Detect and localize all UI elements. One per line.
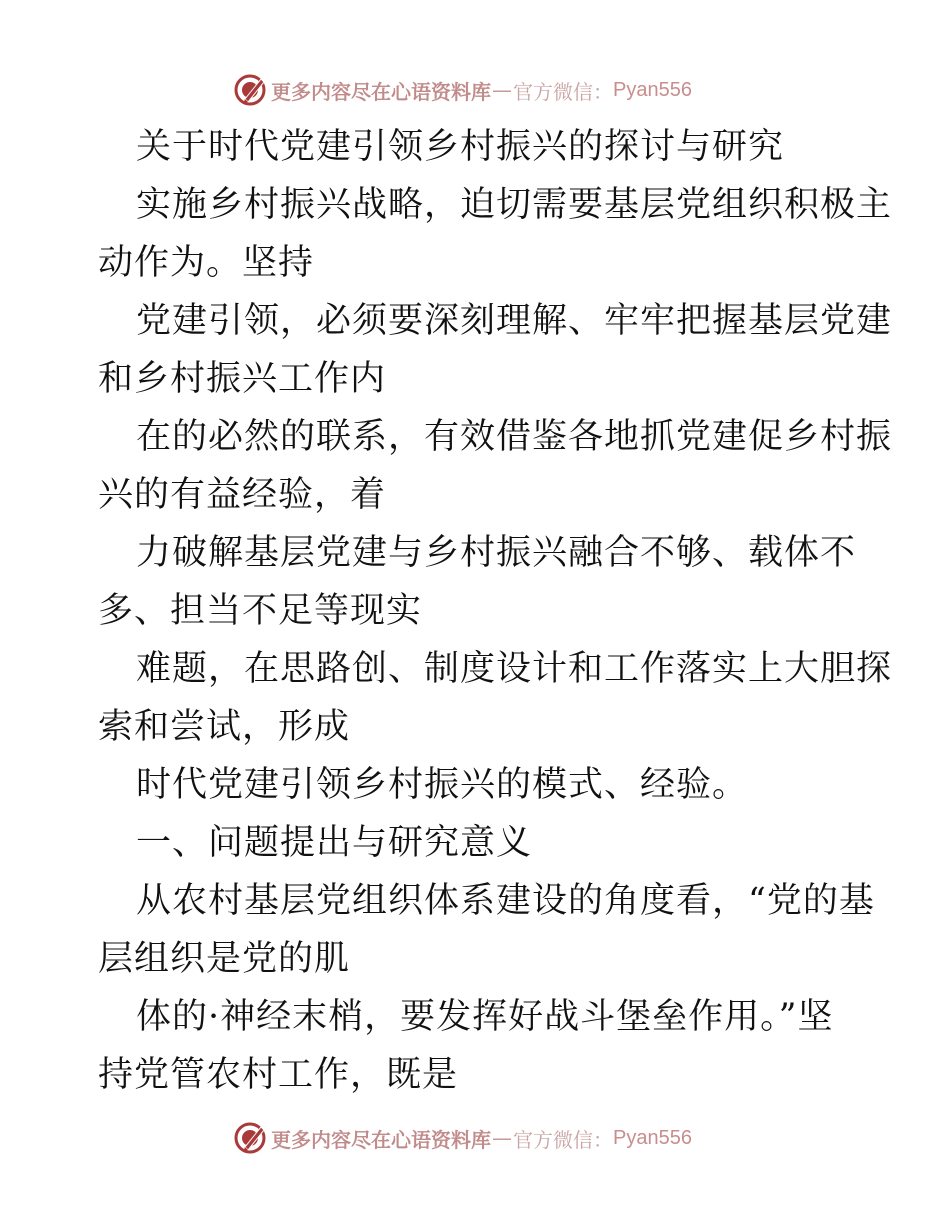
footer-banner: [0, 1118, 950, 1158]
header-banner: [0, 70, 950, 110]
document-line: 索和尝试，形成: [98, 707, 351, 747]
banner-official-label: 官方微信：: [513, 1127, 613, 1152]
pen-logo-icon: [233, 73, 267, 107]
banner-brand-text: 更多内容尽在心语资料库: [271, 79, 491, 104]
document-line: 层组织是党的肌: [98, 939, 351, 979]
pen-logo-icon: [233, 1121, 267, 1155]
banner-wechat-id: Pyan556: [613, 1126, 692, 1149]
document-line: 难题，在思路创、制度设计和工作落实上大胆探: [136, 649, 893, 689]
document-line: 体的·神经末梢，要发挥好战斗堡垒作用。”坚: [136, 997, 834, 1037]
document-line: 在的必然的联系，有效借鉴各地抓党建促乡村振: [136, 417, 893, 457]
document-line: 从农村基层党组织体系建设的角度看，“党的基: [136, 881, 875, 921]
document-body: [98, 118, 893, 1104]
document-line: 关于时代党建引领乡村振兴的探讨与研究: [136, 127, 785, 167]
document-line: 党建引领，必须要深刻理解、牢牢把握基层党建: [136, 301, 893, 341]
document-line: 持党管农村工作，既是: [98, 1055, 459, 1095]
banner-official-label: 官方微信：: [513, 79, 613, 104]
banner-wechat-id: Pyan556: [613, 78, 692, 101]
banner-brand-text: 更多内容尽在心语资料库: [271, 1127, 491, 1152]
document-line: 兴的有益经验，着: [98, 475, 387, 515]
header-banner-content: [233, 70, 692, 110]
document-line: 一、问题提出与研究意义: [136, 823, 533, 863]
document-line: 时代党建引领乡村振兴的模式、经验。: [136, 765, 749, 805]
banner-dash: —: [492, 78, 512, 102]
banner-dash: —: [492, 1126, 512, 1150]
document-line: 力破解基层党建与乡村振兴融合不够、载体不: [136, 533, 857, 573]
document-line: 实施乡村振兴战略，迫切需要基层党组织积极主: [136, 185, 893, 225]
document-line: 和乡村振兴工作内: [98, 359, 387, 399]
document-line: 动作为。坚持: [98, 243, 315, 283]
footer-banner-content: [233, 1118, 692, 1158]
document-line: 多、担当不足等现实: [98, 591, 423, 631]
